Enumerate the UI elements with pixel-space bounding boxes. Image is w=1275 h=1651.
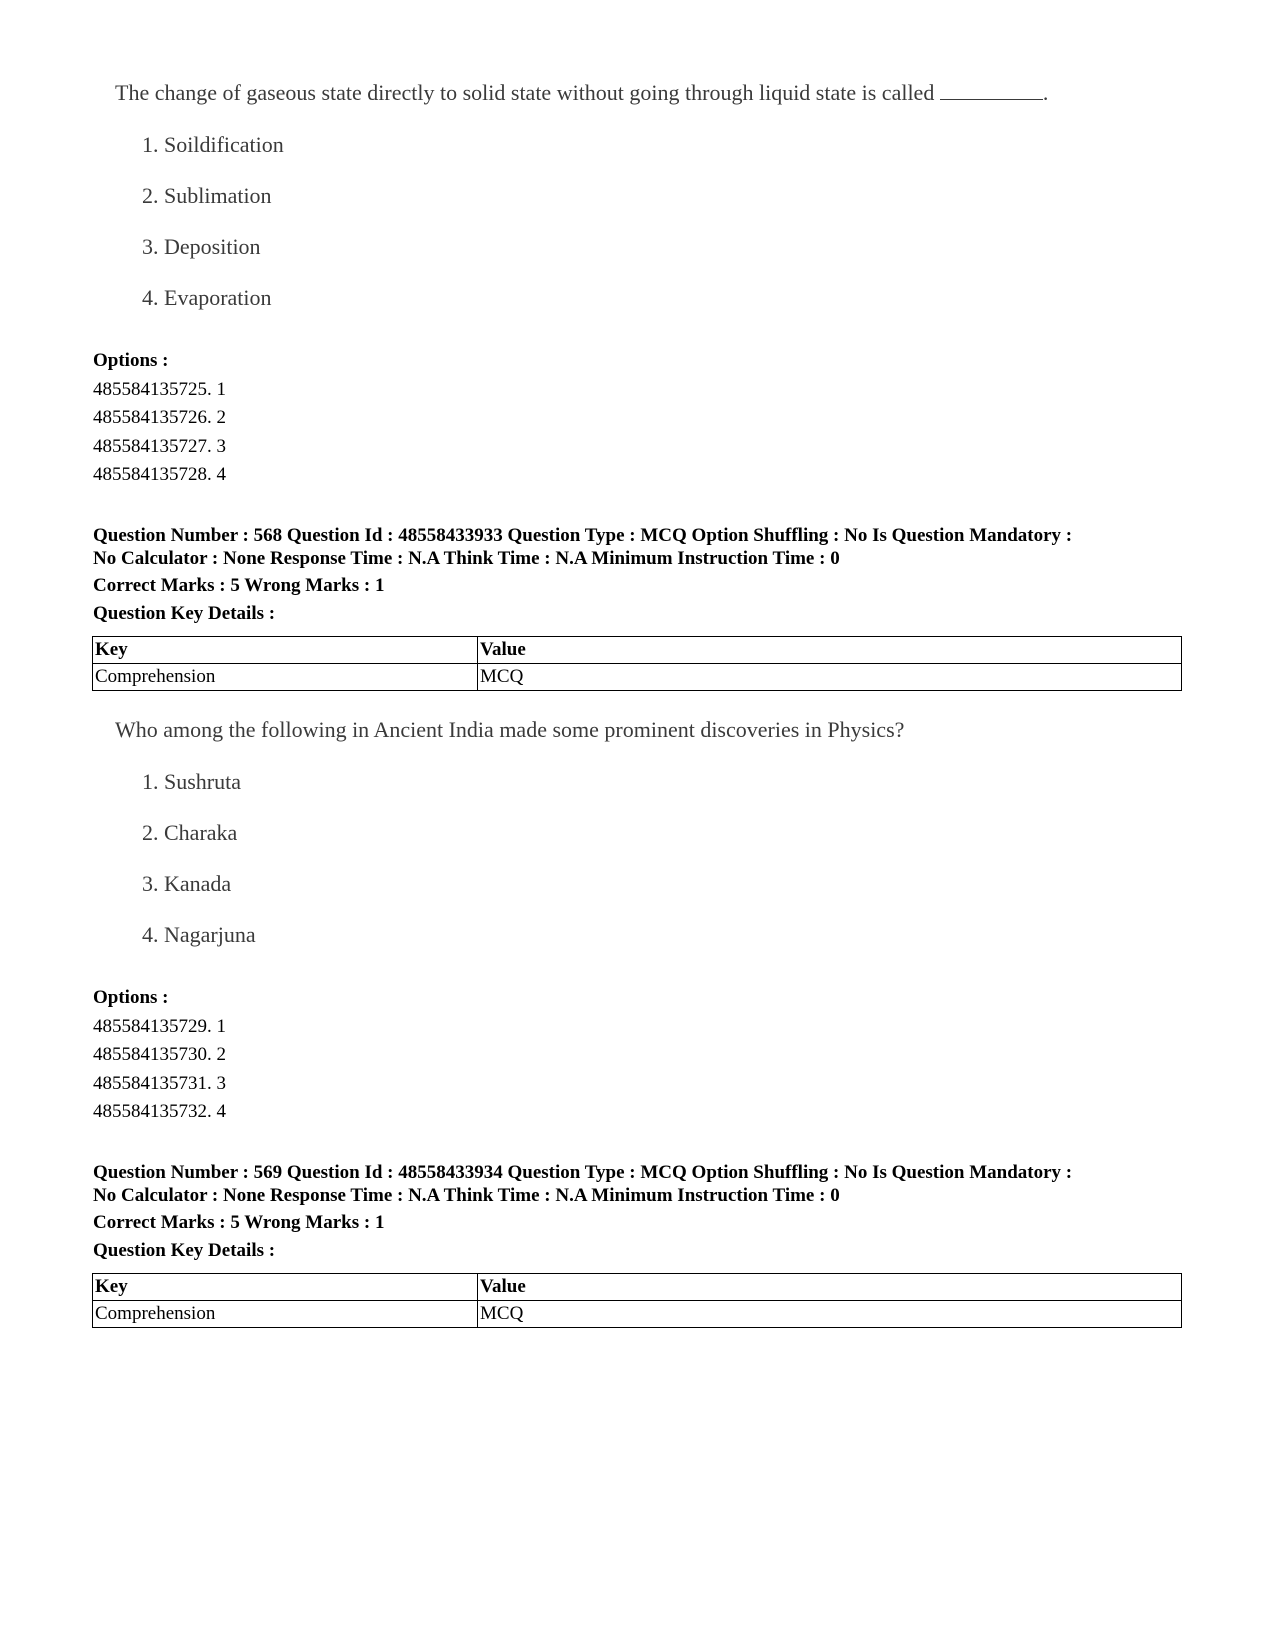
marks-line: Correct Marks : 5 Wrong Marks : 1	[93, 1212, 385, 1233]
key-details-label: Question Key Details :	[93, 603, 276, 624]
option-item: 485584135729. 1	[93, 1015, 226, 1037]
table-row	[93, 664, 1182, 691]
table-header-key: Key	[93, 1274, 478, 1301]
choice-1: 1. Soildification	[142, 132, 284, 157]
meta-line-1: Question Number : 568 Question Id : 48558433933 Question Type : MCQ Option Shuffling : No Is Question Mandatory :	[93, 525, 1073, 546]
option-item: 485584135732. 4	[93, 1101, 226, 1122]
table-cell-key: Comprehension	[93, 664, 478, 691]
question-text: Who among the following in Ancient India made some prominent discoveries in Physics?	[115, 717, 905, 742]
key-details-table-568	[92, 636, 1182, 691]
meta-line-2: No Calculator : None Response Time : N.A Think Time : N.A Minimum Instruction Time : 0	[93, 1185, 840, 1206]
choice-2: 2. Sublimation	[142, 183, 272, 208]
options-block-567	[93, 347, 226, 490]
table-cell-value: MCQ	[478, 1301, 1182, 1328]
table-header-row	[93, 1274, 1182, 1301]
answer-blank	[940, 81, 1043, 100]
choice-2: 2. Charaka	[142, 820, 238, 845]
table-header-row	[93, 637, 1182, 664]
option-item: 485584135731. 3	[93, 1072, 226, 1094]
table-cell-value: MCQ	[478, 664, 1182, 691]
question-text	[115, 78, 1115, 108]
question-image-568	[115, 715, 1115, 955]
table-header-value: Value	[478, 637, 1182, 664]
choice-3: 3. Deposition	[142, 234, 261, 259]
option-item: 485584135726. 2	[93, 407, 226, 428]
option-item: 485584135727. 3	[93, 435, 226, 457]
table-row	[93, 1301, 1182, 1328]
choice-4: 4. Evaporation	[142, 285, 272, 310]
meta-line-1: Question Number : 569 Question Id : 48558433934 Question Type : MCQ Option Shuffling : No Is Question Mandatory :	[93, 1162, 1073, 1183]
table-header-key: Key	[93, 637, 478, 664]
options-title: Options :	[93, 350, 169, 371]
question-text-content: The change of gaseous state directly to solid state without going through liquid state is called	[115, 80, 935, 105]
option-item: 485584135730. 2	[93, 1044, 226, 1065]
choice-4: 4. Nagarjuna	[142, 922, 256, 947]
question-image-567	[115, 78, 1115, 318]
marks-line: Correct Marks : 5 Wrong Marks : 1	[93, 575, 385, 596]
question-meta-568	[93, 524, 1193, 628]
options-title: Options :	[93, 987, 169, 1008]
question-text-end: .	[1042, 80, 1049, 105]
table-cell-key: Comprehension	[93, 1301, 478, 1328]
meta-line-2: No Calculator : None Response Time : N.A Think Time : N.A Minimum Instruction Time : 0	[93, 548, 840, 569]
key-details-label: Question Key Details :	[93, 1240, 276, 1261]
choice-3: 3. Kanada	[142, 871, 232, 896]
key-details-table-569	[92, 1273, 1182, 1328]
table-header-value: Value	[478, 1274, 1182, 1301]
choice-1: 1. Sushruta	[142, 769, 241, 794]
options-block-568	[93, 984, 226, 1127]
question-meta-569	[93, 1161, 1193, 1265]
option-item: 485584135725. 1	[93, 378, 226, 400]
option-item: 485584135728. 4	[93, 464, 226, 485]
